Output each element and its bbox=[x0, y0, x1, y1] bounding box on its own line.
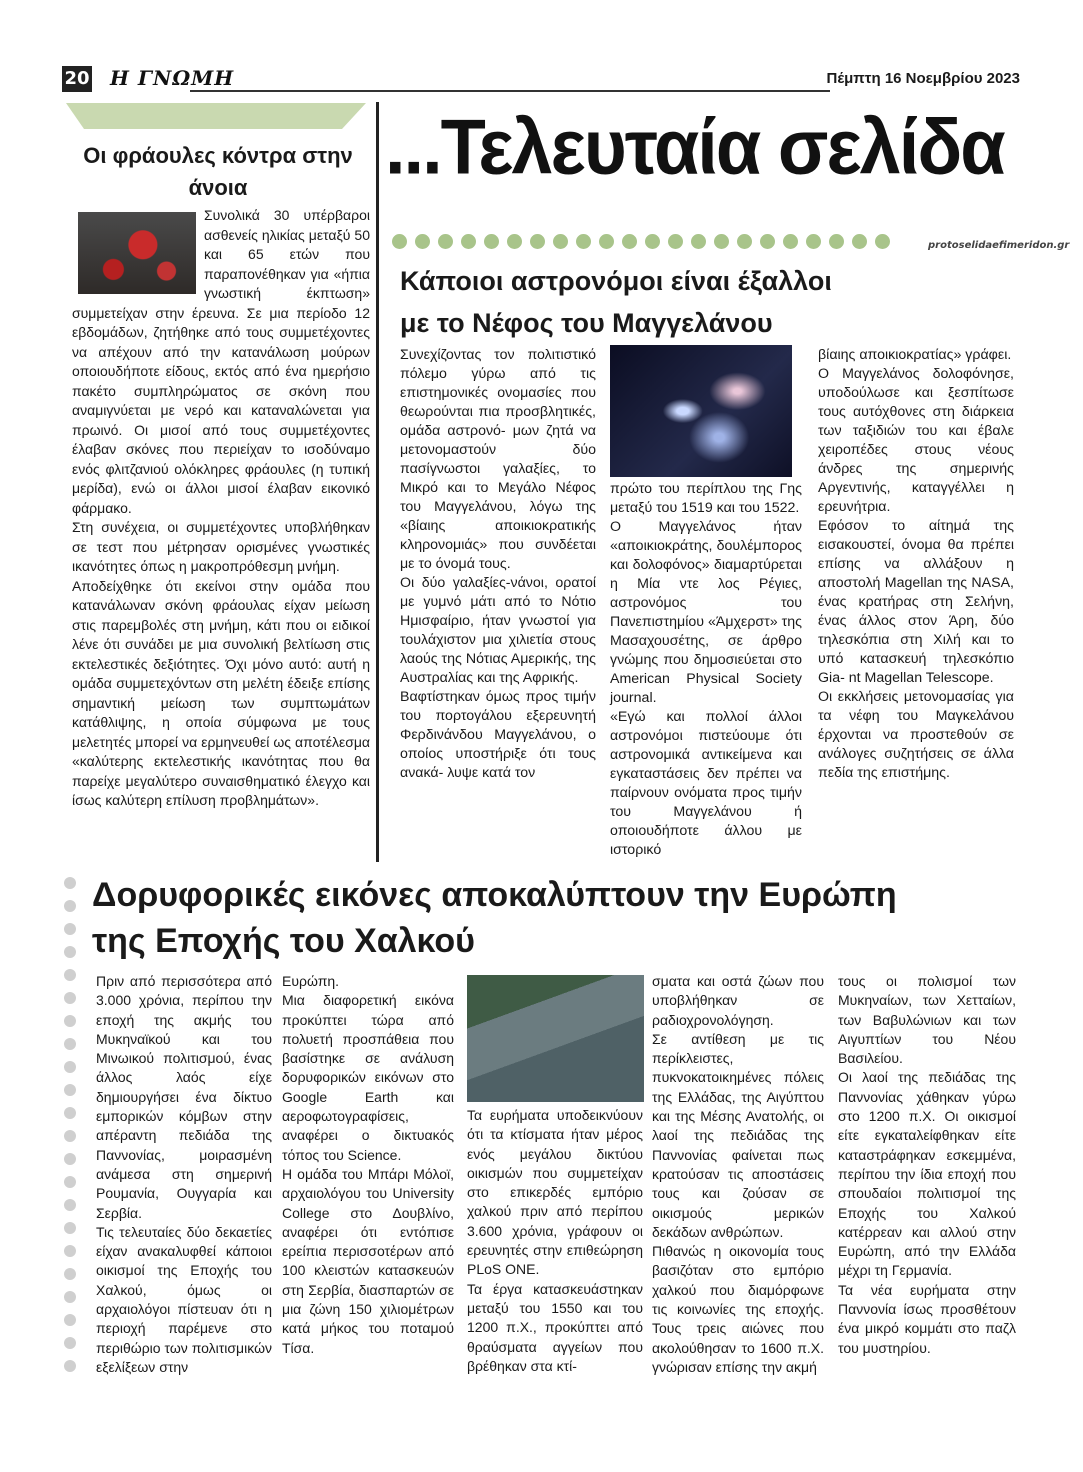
mid-col-1 bbox=[400, 346, 596, 783]
bottom-c1-p1: Πριν από περισσότερα από 3.000 χρόνια, περίπου την εποχή της ακμής του Μυκηναϊκού και του Μινωικού πολιτισμού, ένας άλλος λαός είχε δημιουργήσει ένα δίκτυο εμπορικών κόμβων στην απέραντη πεδιάδα της Παννονίας, μοιρασμένη ανάμεσα στη σημερινή Ρουμανία, Ουγγαρία και Σερβία. bbox=[96, 973, 272, 1221]
bottom-title-line-2: της Εποχής του Χαλκού bbox=[92, 922, 475, 960]
gear-strip bbox=[64, 877, 78, 1407]
bottom-c3-p1: Τα ευρήματα υποδεικνύουν ότι τα κτίσματα ήταν μέρος ενός μεγάλου δικτύου οικισμών που συμμετείχαν στο επικερδές εμπόριο χαλκού πριν από περίπου 3.600 χρόνια, γράφουν οι ερευνητές στην επιθεώρηση PLoS ONE. bbox=[467, 1107, 643, 1278]
dot bbox=[507, 234, 522, 249]
gear-dot bbox=[64, 1107, 76, 1119]
issue-date: Πέμπτη 16 Νοεμβρίου 2023 bbox=[826, 70, 1020, 87]
bottom-col-4 bbox=[652, 972, 824, 1377]
bottom-c5-p1: τους οι πολισμοί των Μυκηναίων, των Χετταίων, των Βαβυλώνιων και των Αιγυπτίων του Νέου Βασιλείου. bbox=[838, 973, 1016, 1067]
mid-c2-p2: Ο Μαγγελάνος ήταν «αποικιοκράτης, δουλέμπορος και δολοφόνος» διαμαρτύρεται η Μία ντε λος Ρέγιες, αστρονόμος του Πανεπιστημίου «Άμχερστ» της Μασαχουσέτης, σε άρθρο γνώμης που δημοσιεύεται στο American Physical Society journal. bbox=[610, 519, 802, 706]
dot bbox=[852, 234, 867, 249]
mid-c3-p4: Οι εκκλήσεις μετονομασίας για τα νέφη του Μαγκελάνου έρχονται να προστεθούν σε ανάλογες συζητήσεις σε άλλα πεδία της επιστήμης. bbox=[818, 689, 1014, 781]
dot bbox=[783, 234, 798, 249]
gear-dot bbox=[64, 1268, 76, 1280]
dot bbox=[484, 234, 499, 249]
dot-divider bbox=[392, 234, 932, 252]
dot bbox=[875, 234, 890, 249]
gear-dot bbox=[64, 1038, 76, 1050]
mid-c1-p1: Συνεχίζοντας τον πολιτιστικό πόλεμο γύρω από τις επιστημονικές ονομασίες που θεωρούνται πια προσβλητικές, ομάδα αστρονό- μων ζητά να μετονομαστούν δύο πασίγνωστοι γαλαξίες, το Μικρό και το Μεγάλο Νέφος του Μαγγελάνου, λόγω της «βίαιης αποικιοκρατικής κληρονομιάς» που συνδέεται με το όνομά τους. bbox=[400, 347, 596, 572]
mid-c2-p3: «Εγώ και πολλοί άλλοι αστρονόμοι πιστεύουμε ότι αστρονομικά αντικείμενα και εγκαταστάσεις δεν πρέπει να παίρνουν ονόματα προς τιμήν του Μαγγελάνου ή οποιουδήποτε άλλου με ιστορικό bbox=[610, 709, 802, 858]
left-paragraph-3: Αποδείχθηκε ότι εκείνοι στην ομάδα που κατανάλωναν σκόνη φράουλας είχαν μείωση στις παρεμβολές στη μνήμη, κάτι που οι ειδικοί λένε ότι συνάδει με μια συνολική βελτίωση στις εκτελεστικές δεξιότητες. Όχι μόνο αυτό: αυτή η ομάδα συμμετεχόντων στη μελέτη έδειξε επίσης σημαντική μείωση των συμπτωμάτων κατάθλιψης, η οποία σύμφωνα με τους μελετητές μπορεί να ερμηνευθεί ως αποτέλεσμα «καλύτερης εκτελεστικής ικανότητας που θα παρείχε μεγαλύτερο συναισθηματικό έλεγχο και ίσως καλύτερη επίλυση προβλημάτων». bbox=[72, 577, 370, 808]
mid-title-line-2: με το Νέφος του Μαγγελάνου bbox=[400, 308, 773, 338]
gear-dot bbox=[64, 1291, 76, 1303]
source-credit: protoselidaefimeridon.gr bbox=[928, 240, 1070, 251]
bottom-c2-p3: Η ομάδα του Μπάρι Μόλοϊ, αρχαιολόγου του University College στο Δουβλίνο, αναφέρει ότι εντόπισε ερείπια περισσοτέρων από 100 κλειστών κατασκευών στη Σερβία, διασπαρτών σε μια ζώνη 150 χιλιομέτρων κατά μήκος του ποταμού Τίσα. bbox=[282, 1165, 454, 1356]
mid-c1-p2: Οι δύο γαλαξίες-νάνοι, ορατοί με γυμνό μάτι από το Νότιο Ημισφαίριο, ήταν γνωστοί για τουλάχιστον μια χιλιετία στους λαούς της Νότιας Αμερικής, της Αυστραλίας και της Αφρικής. bbox=[400, 575, 596, 686]
gear-dot bbox=[64, 1222, 76, 1234]
mid-c3-p2: Ο Μαγγελάνος δολοφόνησε, υποδούλωσε και ξεσπίτωσε τους αυτόχθονες στη διάρκεια των ταξιδιών του και έβαλε χειροπέδες στους νέους άνδρες της σημερινής Αργεντινής, καταγγέλλει η ερευνήτρια. bbox=[818, 366, 1014, 515]
gear-dot bbox=[64, 1176, 76, 1188]
bottom-col-2 bbox=[282, 972, 454, 1358]
mid-c3-p3: Εφόσον το αίτημά της εισακουστεί, όνομα θα πρέπει επίσης να αλλάξουν η αποστολή Magellan της NASA, ένας κρατήρας στη Σελήνη, ένας άλλος στον Άρη, δύο τηλεσκόπια στη Χιλή και το υπό κατασκευή τηλεσκόπιο Gia- nt Magellan Telescope. bbox=[818, 518, 1014, 686]
dot bbox=[760, 234, 775, 249]
mid-c2-p1: πρώτο του περίπλου της Γης μεταξύ του 1519 και του 1522. bbox=[610, 481, 802, 516]
gear-dot bbox=[64, 877, 76, 889]
mid-col-3 bbox=[818, 346, 1014, 783]
dot bbox=[392, 234, 407, 249]
gear-dot bbox=[64, 1337, 76, 1349]
dot bbox=[461, 234, 476, 249]
dot bbox=[691, 234, 706, 249]
dot bbox=[599, 234, 614, 249]
bottom-title-line-1: Δορυφορικές εικόνες αποκαλύπτουν την Ευρώπη bbox=[92, 876, 897, 914]
mid-c1-p3: Βαφτίστηκαν όμως προς τιμήν του πορτογάλου εξερευνητή Φερδινάνδου Μαγγελάνου, ο οποίος υποστήριξε ότι τους ανακά- λυψε κατά τον bbox=[400, 689, 596, 781]
mid-title-line-1: Κάποιοι αστρονόμοι είναι έξαλλοι bbox=[400, 266, 832, 296]
bottom-article-title bbox=[92, 872, 1012, 964]
gear-dot bbox=[64, 1061, 76, 1073]
nebula-photo bbox=[610, 345, 792, 477]
dot bbox=[622, 234, 637, 249]
gear-dot bbox=[64, 969, 76, 981]
dot bbox=[714, 234, 729, 249]
image-float-spacer bbox=[72, 206, 204, 300]
green-ribbon bbox=[66, 103, 366, 129]
bottom-c5-p3: Τα νέα ευρήματα στην Παννονία ίσως προσθέτουν ένα μικρό κομμάτι στο παζλ του μυστηρίου. bbox=[838, 1281, 1016, 1356]
bottom-c2-p2: Μια διαφορετική εικόνα προκύπτει τώρα από πολυετή προσπάθεια που βασίστηκε σε ανάλυση δορυφορικών εικόνων στο Google Earth και αεροφωτογραφίσεις, αναφέρει ο δικτυακός τόπος του Science. bbox=[282, 992, 454, 1163]
gear-dot bbox=[64, 923, 76, 935]
gear-dot bbox=[64, 1153, 76, 1165]
bottom-col-5 bbox=[838, 972, 1016, 1358]
gear-dot bbox=[64, 1360, 76, 1372]
bottom-c4-p2: Σε αντίθεση με τις περίκλειστες, πυκνοκατοικημένες πόλεις της Ελλάδας, της Αιγύπτου και της Μέσης Ανατολής, οι λαοί της πεδιάδας της Παννονίας φαίνεται πως κρατούσαν τις αποστάσεις τους και ζούσαν σε οικισμούς μερικών δεκάδων ανθρώπων. bbox=[652, 1030, 824, 1240]
bottom-col-1 bbox=[96, 972, 272, 1377]
left-paragraph-1: Συνολικά 30 υπέρβαροι ασθενείς ηλικίας μεταξύ 50 και 65 ετών που παραπονέθηκαν για «ήπια γνωστική έκπτωση» συμμετείχαν στην έρευνα. Σε μια περίοδο 12 εβδομάδων, ζητήθηκε από τους συμμετέχοντες να απέχουν από την κατανάλωση μούρων οποιουδήποτε είδους, εκτός από ένα ημερήσιο πακέτο συμπληρώματος σε σκόνη που αναμιγνύεται με νερό και καταναλώνεται για πρωινό. Οι μισοί από τους συμμετέχοντες έλαβαν σκόνες που περιείχαν το ισοδύναμο ενός φλιτζανιού ολόκληρες φράουλες (η τυπική μερίδα), ενώ οι άλλοι μισοί έλαβαν εικονικό φάρμακο. bbox=[72, 207, 370, 516]
bottom-c5-p2: Οι λαοί της πεδιάδας της Παννονίας χάθηκαν γύρω στο 1200 π.Χ. Οι οικισμοί είτε εγκαταλείφθηκαν είτε καταστράφηκαν εσκεμμένα, περίπου την ίδια εποχή που σπουδαίοι πολιτισμοί της Εποχής του Χαλκού κατέρρεαν και αλλού στην Ευρώπη, από την Ελλάδα μέχρι τη Γερμανία. bbox=[838, 1069, 1016, 1279]
dot bbox=[645, 234, 660, 249]
dot bbox=[668, 234, 683, 249]
dot bbox=[829, 234, 844, 249]
aerial-field-photo bbox=[467, 975, 644, 1102]
page-number: 20 bbox=[62, 66, 92, 92]
bottom-c2-p1: Ευρώπη. bbox=[282, 973, 340, 989]
vertical-divider bbox=[376, 102, 379, 862]
section-title: ...Τελευταία σελίδα bbox=[385, 102, 1004, 191]
dot bbox=[530, 234, 545, 249]
mid-article-title bbox=[400, 260, 1000, 344]
dot bbox=[576, 234, 591, 249]
dot bbox=[737, 234, 752, 249]
masthead-logo: Η ΓΝΩΜΗ bbox=[110, 66, 235, 90]
gear-dot bbox=[64, 1314, 76, 1326]
dot bbox=[415, 234, 430, 249]
bottom-c4-p3: Πιθανώς η οικονομία τους βασιζόταν στο εμπόριο χαλκού που διαμόρφωνε τις κοινωνίες της εποχής. Τους τρεις αιώνες που ακολούθησαν το 1600 π.Χ. γνώρισαν επίσης την ακμή bbox=[652, 1243, 824, 1375]
bottom-col-3 bbox=[467, 1106, 643, 1376]
bottom-c3-p2: Τα έργα κατασκευάστηκαν μεταξύ του 1550 και του 1200 π.Χ., προκύπτει από θραύσματα αγγείων που βρέθηκαν στα κτί- bbox=[467, 1280, 643, 1374]
left-paragraph-2: Στη συνέχεια, οι συμμετέχοντες υποβλήθηκαν σε τεστ που μέτρησαν ορισμένες γνωστικές ικανότητες όπως η μακροπρόθεσμη μνήμη. bbox=[72, 519, 370, 574]
dot bbox=[553, 234, 568, 249]
gear-dot bbox=[64, 992, 76, 1004]
gear-dot bbox=[64, 946, 76, 958]
mid-c3-p1: βίαιης αποικιοκρατίας» γράφει. bbox=[818, 347, 1012, 363]
bottom-c4-p1: σματα και οστά ζώων που υποβλήθηκαν σε ραδιοχρονολόγηση. bbox=[652, 973, 824, 1028]
gear-dot bbox=[64, 1199, 76, 1211]
left-article-body bbox=[72, 206, 370, 811]
gear-dot bbox=[64, 1130, 76, 1142]
gear-dot bbox=[64, 1015, 76, 1027]
left-article-title: Οι φράουλες κόντρα στην άνοια bbox=[83, 143, 353, 200]
gear-dot bbox=[64, 900, 76, 912]
gear-dot bbox=[64, 1245, 76, 1257]
bottom-c1-p2: Τις τελευταίες δύο δεκαετίες είχαν ανακαλυφθεί κάποιοι οικισμοί της Εποχής του Χαλκού, όμως οι αρχαιολόγοι πίστευαν ότι η περιοχή παρέμενε στο περιθώριο των πολιτισμικών εξελίξεων στην bbox=[96, 1223, 272, 1375]
mid-col-2 bbox=[610, 480, 802, 860]
dot bbox=[806, 234, 821, 249]
dot bbox=[438, 234, 453, 249]
gear-dot bbox=[64, 1084, 76, 1096]
